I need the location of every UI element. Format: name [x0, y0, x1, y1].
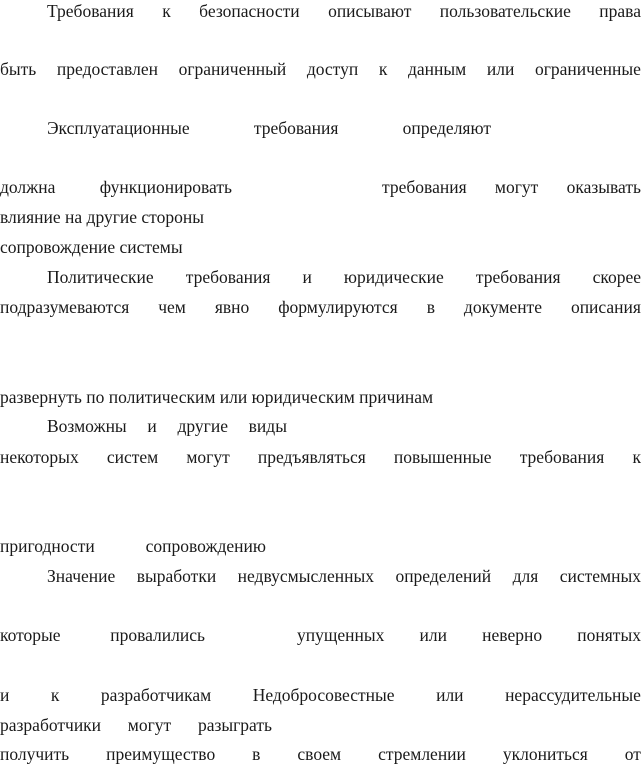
word: пользовательские [439, 1, 571, 21]
word: повышенные [393, 447, 492, 467]
word: явно [214, 297, 250, 317]
word: документе [463, 297, 542, 317]
word: требования [475, 267, 561, 287]
text-line-02 [0, 58, 641, 80]
word: нерассудительные [505, 685, 641, 705]
word: формулируются [278, 297, 398, 317]
word: или [436, 685, 464, 705]
word: провалились [110, 625, 205, 645]
text-line-15 [0, 684, 641, 706]
word: неверно [482, 625, 543, 645]
word: определений [395, 566, 492, 586]
word: ограниченный [178, 59, 287, 79]
word: к [162, 1, 171, 21]
text-line-05: влияние на другие стороны [0, 207, 204, 227]
text-line-14-right [297, 624, 641, 646]
word: систем [106, 447, 159, 467]
word: Требования [47, 1, 134, 21]
word: безопасности [199, 1, 300, 21]
text-line-14-left [0, 624, 205, 646]
word: системных [559, 566, 641, 586]
word: и [0, 685, 10, 705]
text-line-12 [0, 535, 266, 557]
word: Эксплуатационные [47, 118, 190, 138]
word: к [632, 447, 641, 467]
text-line-06: сопровождение системы [0, 237, 183, 257]
word: упущенных [297, 625, 385, 645]
word: скорее [592, 267, 641, 287]
word: юридические [343, 267, 444, 287]
text-line-10 [47, 415, 287, 437]
text-line-17 [0, 743, 641, 765]
word: к [50, 685, 60, 705]
word: определяют [402, 118, 491, 138]
word: права [599, 1, 641, 21]
word: предъявляться [257, 447, 366, 467]
word: Недобросовестные [252, 685, 395, 705]
word: некоторых [0, 447, 79, 467]
text-line-03 [47, 117, 491, 139]
word: требования [519, 447, 605, 467]
word: получить [0, 744, 70, 764]
word: разыграть [197, 715, 272, 735]
word: которые [0, 625, 61, 645]
word: или [419, 625, 447, 645]
word: в [426, 297, 435, 317]
word: для [512, 566, 539, 586]
word: чем [158, 297, 186, 317]
word: подразумеваются [0, 297, 130, 317]
word: к [378, 59, 388, 79]
word: Возможны [47, 416, 127, 436]
word: функционировать [99, 177, 232, 197]
word: могут [127, 715, 172, 735]
word: должна [0, 177, 56, 197]
text-line-16 [0, 714, 272, 736]
word: требования [185, 267, 271, 287]
word: или [486, 59, 515, 79]
word: требования [382, 177, 467, 197]
text-line-09: развернуть по политическим или юридическим причинам [0, 387, 434, 407]
word: Значение [47, 566, 116, 586]
word: и [302, 267, 312, 287]
word: предоставлен [56, 59, 158, 79]
text-line-07 [47, 266, 641, 288]
word: описания [570, 297, 641, 317]
word: другие [177, 416, 228, 436]
word: сопровождению [145, 536, 266, 556]
word: уклониться [502, 744, 588, 764]
word: от [624, 744, 641, 764]
text-line-01 [47, 0, 641, 22]
word: пригодности [0, 536, 95, 556]
word: оказывать [566, 177, 641, 197]
word: могут [186, 447, 230, 467]
word: в [252, 744, 261, 764]
word: виды [248, 416, 287, 436]
word: выработки [136, 566, 217, 586]
word: требования [253, 118, 339, 138]
word: и [147, 416, 157, 436]
word: понятых [577, 625, 641, 645]
word: стремлении [378, 744, 466, 764]
text-line-04-left [0, 176, 232, 198]
text-line-11 [0, 446, 641, 468]
word: своем [297, 744, 342, 764]
word: ограниченные [534, 59, 641, 79]
word: преимущество [106, 744, 216, 764]
word: недвусмысленных [237, 566, 374, 586]
word: Политические [47, 267, 154, 287]
word: быть [0, 59, 37, 79]
word: описывают [328, 1, 412, 21]
text-line-04-right [382, 176, 641, 198]
word: разработчики [0, 715, 102, 735]
text-line-08 [0, 296, 641, 318]
word: разработчикам [100, 685, 212, 705]
word: данным [407, 59, 467, 79]
word: могут [494, 177, 539, 197]
text-line-13 [47, 565, 641, 587]
word: доступ [306, 59, 359, 79]
